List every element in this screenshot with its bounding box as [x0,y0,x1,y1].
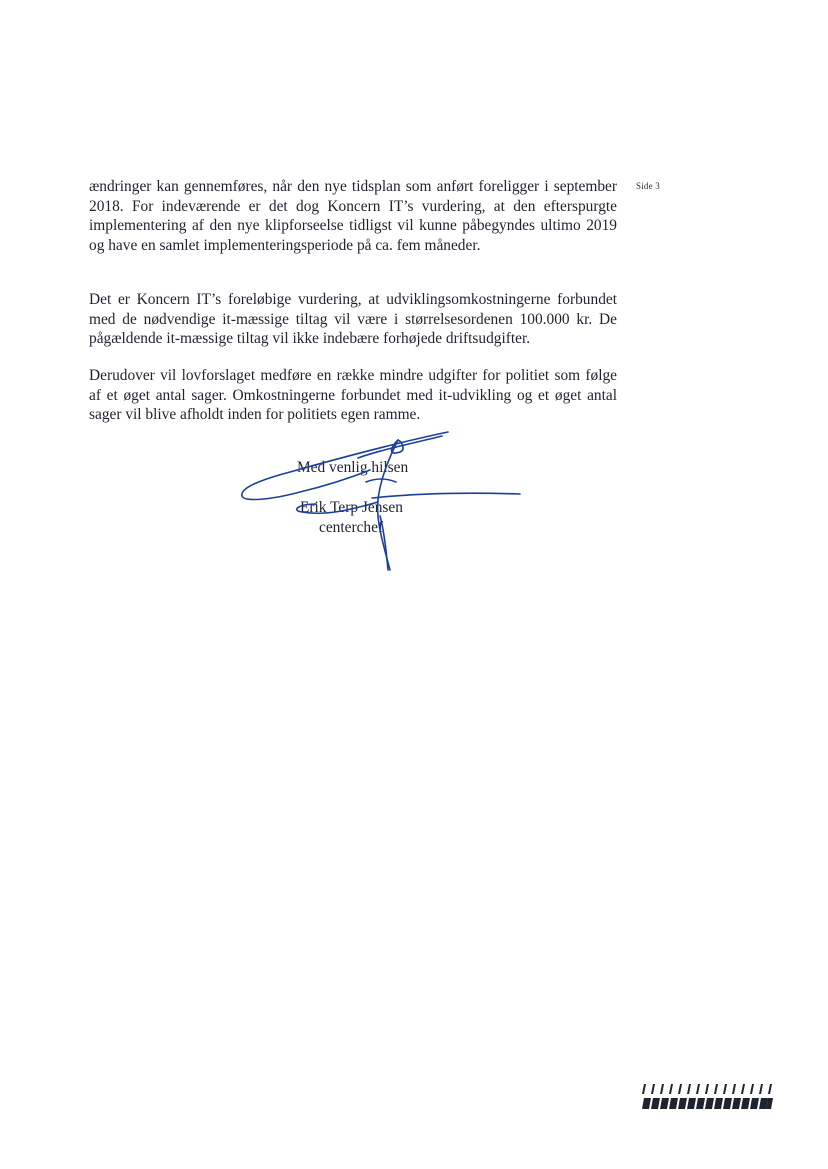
closing-salutation: Med venlig hilsen [297,459,409,476]
signer-title: centerchef [319,519,384,536]
paragraph-development-costs: Det er Koncern IT’s foreløbige vurdering, at udviklingsomkostningerne forbundet med de nødvendige it-mæssige tiltag vil være i størrelsesordenen 100.000 kr. De pågældende it-mæssige tiltag vil ikke indebære forhøjede driftsudgifter. [89,291,617,348]
paragraph-implementation-timeline: ændringer kan gennemføres, når den nye tidsplan som anført foreligger i september 2018. For indeværende er det dog Koncern IT’s vurdering, at den efterspurgte implementering af den nye klipforseelse tidligst vil kunne påbegyndes ultimo 2019 og have en samlet implementeringsperiode på ca. fem måneder. [89,178,617,254]
page-number: Side 3 [636,181,660,191]
paragraph-police-expenses: Derudover vil lovforslaget medføre en række mindre udgifter for politiet som følge af et øget antal sager. Omkostningerne forbundet med it-udvikling og et øget antal sager vil blive afholdt inden for politiets egen ramme. [89,367,617,424]
handwritten-signature [230,420,530,580]
signer-name: Erik Terp Jensen [300,499,403,516]
document-barcode [642,1083,774,1113]
